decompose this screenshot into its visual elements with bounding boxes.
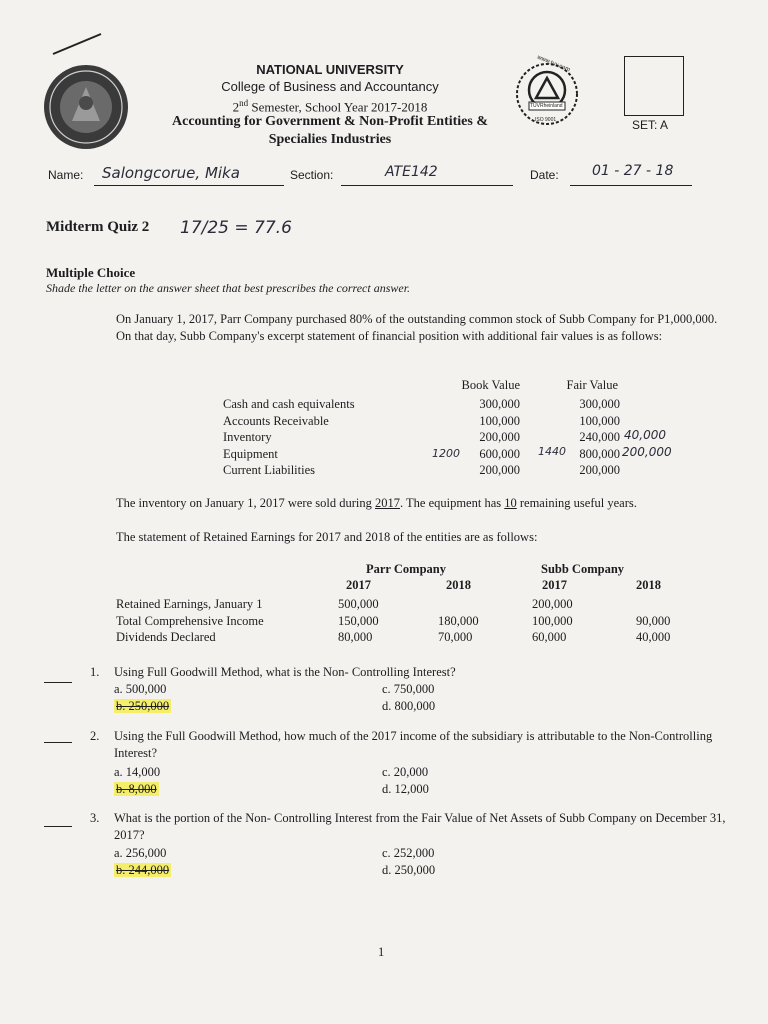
table-row	[116, 629, 696, 646]
date-label: Date:	[530, 168, 559, 182]
year-header: 2017	[542, 578, 567, 592]
course-title-line1: Accounting for Government & Non-Profit Entities &	[172, 114, 488, 129]
book-value: 200,000	[479, 430, 520, 444]
parr-company-header: Parr Company	[366, 562, 446, 576]
cell-value: 60,000	[532, 630, 567, 644]
choice-d[interactable]: d. 250,000	[382, 863, 436, 877]
pen-stroke-mark	[45, 30, 105, 60]
row-label: Cash and cash equivalents	[223, 397, 355, 411]
quiz-title: Midterm Quiz 2	[46, 219, 150, 235]
fair-value: 800,000	[579, 446, 620, 461]
cell-value	[438, 596, 532, 613]
choice-a[interactable]: a. 500,000	[114, 682, 167, 696]
cell-value	[636, 596, 696, 613]
answer-blank-q1[interactable]	[44, 682, 72, 683]
course-title-line2: Specialies Industries	[268, 132, 392, 147]
question-text: Using the Full Goodwill Method, how much of the 2017 income of the subsidiary is attributable to the Non-Controlling Interest?	[114, 729, 713, 760]
year-header: 2018	[636, 578, 661, 592]
name-label: Name:	[48, 168, 84, 182]
choice-c[interactable]: c. 20,000	[382, 765, 429, 779]
question-number: 3.	[90, 811, 100, 825]
row-label: Equipment	[223, 446, 278, 461]
cert-brand: TÜVRheinland	[530, 103, 563, 109]
answer-blank-q2[interactable]	[44, 742, 72, 743]
question-number: 2.	[90, 729, 100, 743]
choice-b-selected[interactable]: b. 244,000	[116, 863, 170, 877]
retained-earnings-intro: The statement of Retained Earnings for 2017 and 2018 of the entities are as follows:	[116, 530, 538, 544]
subb-company-header: Subb Company	[541, 562, 625, 576]
cell-value: 500,000	[338, 597, 379, 611]
fair-value: 100,000	[579, 413, 620, 428]
table-row	[223, 413, 620, 430]
choice-d[interactable]: d. 800,000	[382, 699, 436, 713]
table-row	[116, 613, 696, 630]
set-label: SET: A	[632, 118, 669, 132]
row-label: Inventory	[223, 430, 272, 444]
section-title: Multiple Choice	[46, 265, 136, 280]
row-label: Accounts Receivable	[223, 413, 329, 428]
cell-value: 150,000	[338, 613, 379, 628]
name-handwriting: Salongcorue, Mika	[102, 164, 240, 182]
cert-url: www.tuv.com	[536, 54, 571, 74]
name-field[interactable]	[94, 164, 284, 186]
fair-value: 200,000	[579, 463, 620, 477]
table-row	[116, 596, 696, 613]
section-handwriting: ATE142	[385, 164, 438, 180]
col-header-book-value: Book Value	[461, 378, 520, 392]
book-value: 100,000	[479, 413, 520, 428]
cert-iso: ISO 9001	[535, 117, 557, 123]
book-value: 200,000	[479, 463, 520, 477]
handwritten-score: 17/25 = 77.6	[180, 218, 292, 238]
col-header-fair-value: Fair Value	[566, 378, 618, 392]
semester-line: 2nd Semester, School Year 2017-2018	[232, 98, 428, 115]
cell-value: 90,000	[636, 613, 671, 628]
book-value: 300,000	[479, 397, 520, 411]
cell-value: 200,000	[532, 597, 573, 611]
choice-d[interactable]: d. 12,000	[382, 782, 429, 796]
question-number: 1.	[90, 665, 100, 679]
section-field[interactable]	[341, 164, 513, 186]
instructions: Shade the letter on the answer sheet that best prescribes the correct answer.	[46, 281, 411, 295]
financial-position-table	[223, 396, 620, 479]
year-header: 2018	[446, 578, 471, 592]
date-field[interactable]	[570, 163, 692, 186]
page-number: 1	[378, 945, 385, 959]
cell-value: 180,000	[438, 613, 479, 628]
retained-earnings-table	[116, 596, 696, 646]
answer-blank-q3[interactable]	[44, 826, 72, 827]
fair-value: 300,000	[579, 397, 620, 411]
set-box	[624, 56, 684, 116]
book-value: 600,000	[479, 446, 520, 461]
question-text: What is the portion of the Non- Controlling Interest from the Fair Value of Net Assets of Subb Company on December 31, 2017?	[114, 811, 726, 842]
cell-value: 100,000	[532, 613, 573, 628]
choice-a[interactable]: a. 256,000	[114, 846, 167, 860]
section-label: Section:	[290, 168, 334, 182]
handwritten-note-equipment-left: 1200	[432, 447, 460, 460]
cell-value: 40,000	[636, 630, 671, 644]
college-name: College of Business and Accountancy	[221, 79, 439, 94]
year-header: 2017	[346, 578, 371, 592]
table-row	[223, 429, 620, 446]
choice-c[interactable]: c. 252,000	[382, 846, 435, 860]
row-label: Dividends Declared	[116, 630, 216, 644]
question-text: Using Full Goodwill Method, what is the Non- Controlling Interest?	[114, 665, 456, 679]
choice-a[interactable]: a. 14,000	[114, 765, 161, 779]
choice-b-selected[interactable]: b. 8,000	[116, 782, 157, 796]
table-row	[223, 396, 620, 413]
row-label: Current Liabilities	[223, 463, 315, 477]
row-label: Retained Earnings, January 1	[116, 597, 263, 611]
handwritten-note-equipment-right: 200,000	[622, 445, 672, 459]
handwritten-note-inventory: 40,000	[624, 428, 666, 442]
cell-value: 80,000	[338, 630, 373, 644]
university-name: NATIONAL UNIVERSITY	[256, 62, 404, 77]
choice-c[interactable]: c. 750,000	[382, 682, 435, 696]
cell-value: 70,000	[438, 630, 473, 644]
table-row	[223, 462, 620, 479]
date-handwriting: 01 - 27 - 18	[592, 163, 674, 179]
row-label: Total Comprehensive Income	[116, 613, 264, 628]
problem-intro: On January 1, 2017, Parr Company purchased 80% of the outstanding common stock of Subb Company for P1,000,000. On that day, Subb Company's excerpt statement of financial position with additional fair values is as follows:	[116, 312, 718, 343]
fair-value: 240,000	[579, 430, 620, 444]
handwritten-note-equipment-mid: 1440	[538, 445, 566, 458]
inventory-sentence: The inventory on January 1, 2017 were sold during 2017. The equipment has 10 remaining useful years.	[116, 496, 637, 510]
choice-b-selected[interactable]: b. 250,000	[116, 699, 170, 713]
